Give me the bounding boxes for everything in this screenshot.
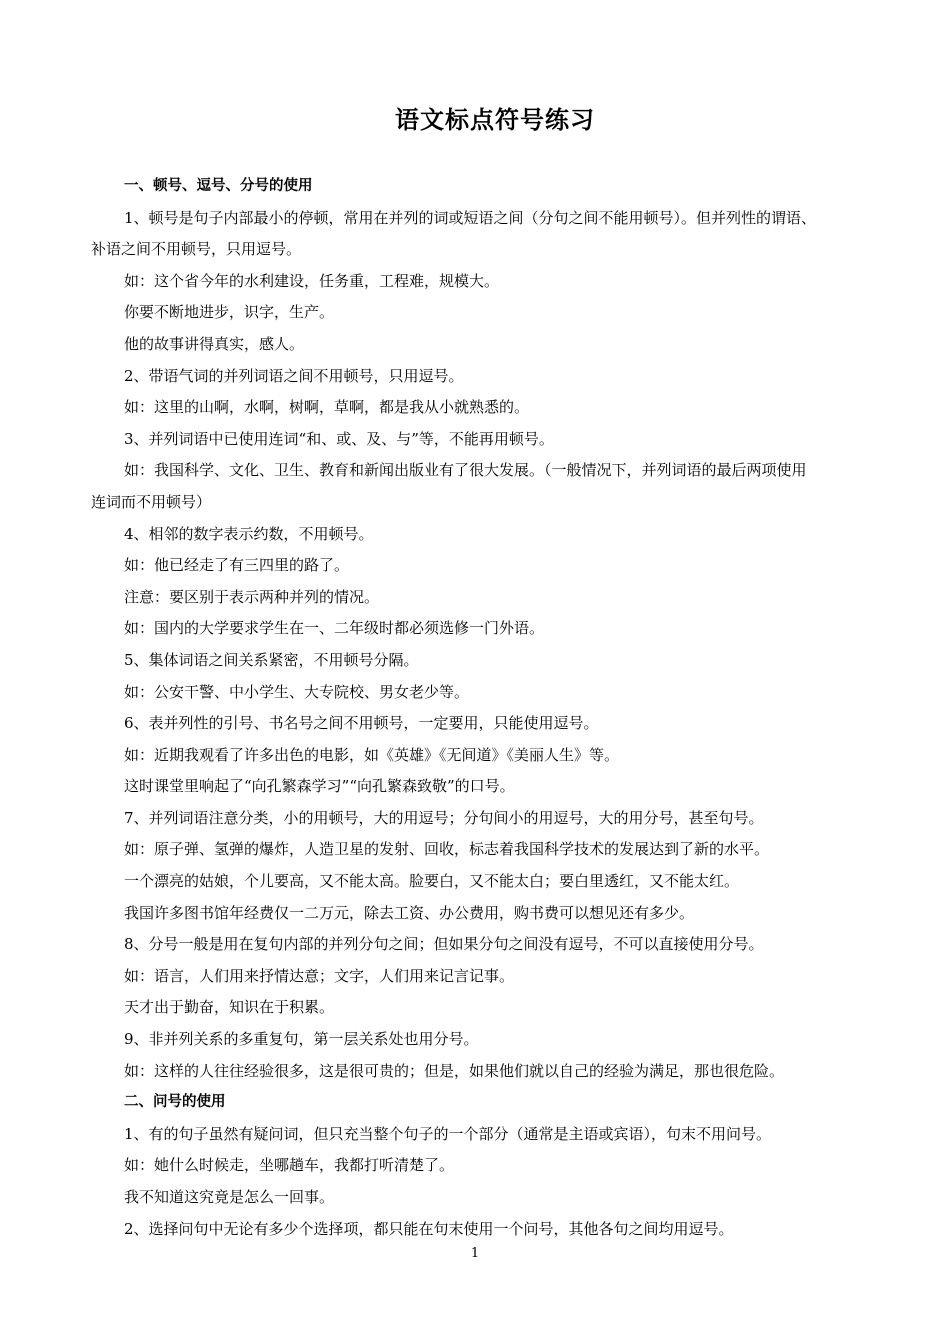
text-line: 1、有的句子虽然有疑问词，但只充当整个句子的一个部分（通常是主语或宾语），句末不用问号。 bbox=[124, 1124, 772, 1143]
text-line: 4、相邻的数字表示约数，不用顿号。 bbox=[124, 524, 374, 543]
text-line: 5、集体词语之间关系紧密，不用顿号分隔。 bbox=[124, 650, 419, 669]
text-line: 我国许多图书馆年经费仅一二万元，除去工资、办公费用，购书费可以想见还有多少。 bbox=[124, 903, 695, 922]
text-line: 如：近期我观看了许多出色的电影，如《英雄》《无间道》《美丽人生》等。 bbox=[124, 745, 620, 764]
text-line: 如：这个省今年的水利建设，任务重，工程难，规模大。 bbox=[124, 271, 500, 290]
text-line: 如：她什么时候走，坐哪趟车，我都打听清楚了。 bbox=[124, 1156, 455, 1175]
document-body bbox=[91, 171, 871, 1245]
document-title: 语文标点符号练习 bbox=[395, 106, 595, 134]
text-line: 8、分号一般是用在复句内部的并列分句之间；但如果分句之间没有逗号，不可以直接使用分号。 bbox=[124, 935, 764, 954]
text-line: 如：他已经走了有三四里的路了。 bbox=[124, 556, 350, 575]
text-line: 连词而不用顿号） bbox=[91, 492, 212, 511]
text-line: 如：公安干警、中小学生、大专院校、男女老少等。 bbox=[124, 682, 470, 701]
text-line: 2、选择问句中无论有多少个选择项，都只能在句末使用一个问号，其他各句之间均用逗号。 bbox=[124, 1219, 734, 1238]
text-line: 如：这样的人往往经验很多，这是很可贵的；但是，如果他们就以自己的经验为满足，那也很危险。 bbox=[124, 1061, 785, 1080]
text-line: 他的故事讲得真实，感人。 bbox=[124, 334, 305, 353]
section-heading: 二、问号的使用 bbox=[124, 1094, 226, 1111]
text-line: 如：我国科学、文化、卫生、教育和新闻出版业有了很大发展。（一般情况下，并列词语的最后两项使用 bbox=[124, 461, 807, 480]
text-line: 这时课堂里响起了“向孔繁森学习”“向孔繁森致敬”的口号。 bbox=[124, 777, 515, 796]
text-line: 注意：要区别于表示两种并列的情况。 bbox=[124, 587, 380, 606]
text-line: 你要不断地进步，识字，生产。 bbox=[124, 303, 335, 322]
text-line: 2、带语气词的并列词语之间不用顿号，只用逗号。 bbox=[124, 366, 464, 385]
section-heading: 一、顿号、逗号、分号的使用 bbox=[124, 178, 313, 194]
text-line: 一个漂亮的姑娘，个儿要高，又不能太高。脸要白，又不能太白；要白里透红，又不能太红。 bbox=[124, 872, 740, 891]
text-line: 天才出于勤奋，知识在于积累。 bbox=[124, 998, 335, 1017]
text-line: 补语之间不用顿号，只用逗号。 bbox=[91, 240, 302, 259]
text-line: 9、非并列关系的多重复句，第一层关系处也用分号。 bbox=[124, 1030, 479, 1049]
text-line: 7、并列词语注意分类，小的用顿号，大的用逗号；分句间小的用逗号，大的用分号，甚至句号。 bbox=[124, 808, 764, 827]
text-line: 3、并列词语中已使用连词“和、或、及、与”等，不能再用顿号。 bbox=[124, 429, 554, 448]
text-line: 如：这里的山啊，水啊，树啊，草啊，都是我从小就熟悉的。 bbox=[124, 398, 530, 417]
text-line: 如：原子弹、氢弹的爆炸，人造卫星的发射、回收，标志着我国科学技术的发展达到了新的水平。 bbox=[124, 840, 770, 859]
text-line: 1、顿号是句子内部最小的停顿，常用在并列的词或短语之间（分句之间不能用顿号）。但并列性的谓语、 bbox=[124, 208, 817, 227]
text-line: 如：国内的大学要求学生在一、二年级时都必须选修一门外语。 bbox=[124, 619, 545, 638]
page-number: 1 bbox=[470, 1246, 480, 1261]
text-line: 如：语言，人们用来抒情达意；文字，人们用来记言记事。 bbox=[124, 966, 515, 985]
text-line: 6、表并列性的引号、书名号之间不用顿号，一定要用，只能使用逗号。 bbox=[124, 714, 599, 733]
text-line: 我不知道这究竟是怎么一回事。 bbox=[124, 1188, 335, 1206]
